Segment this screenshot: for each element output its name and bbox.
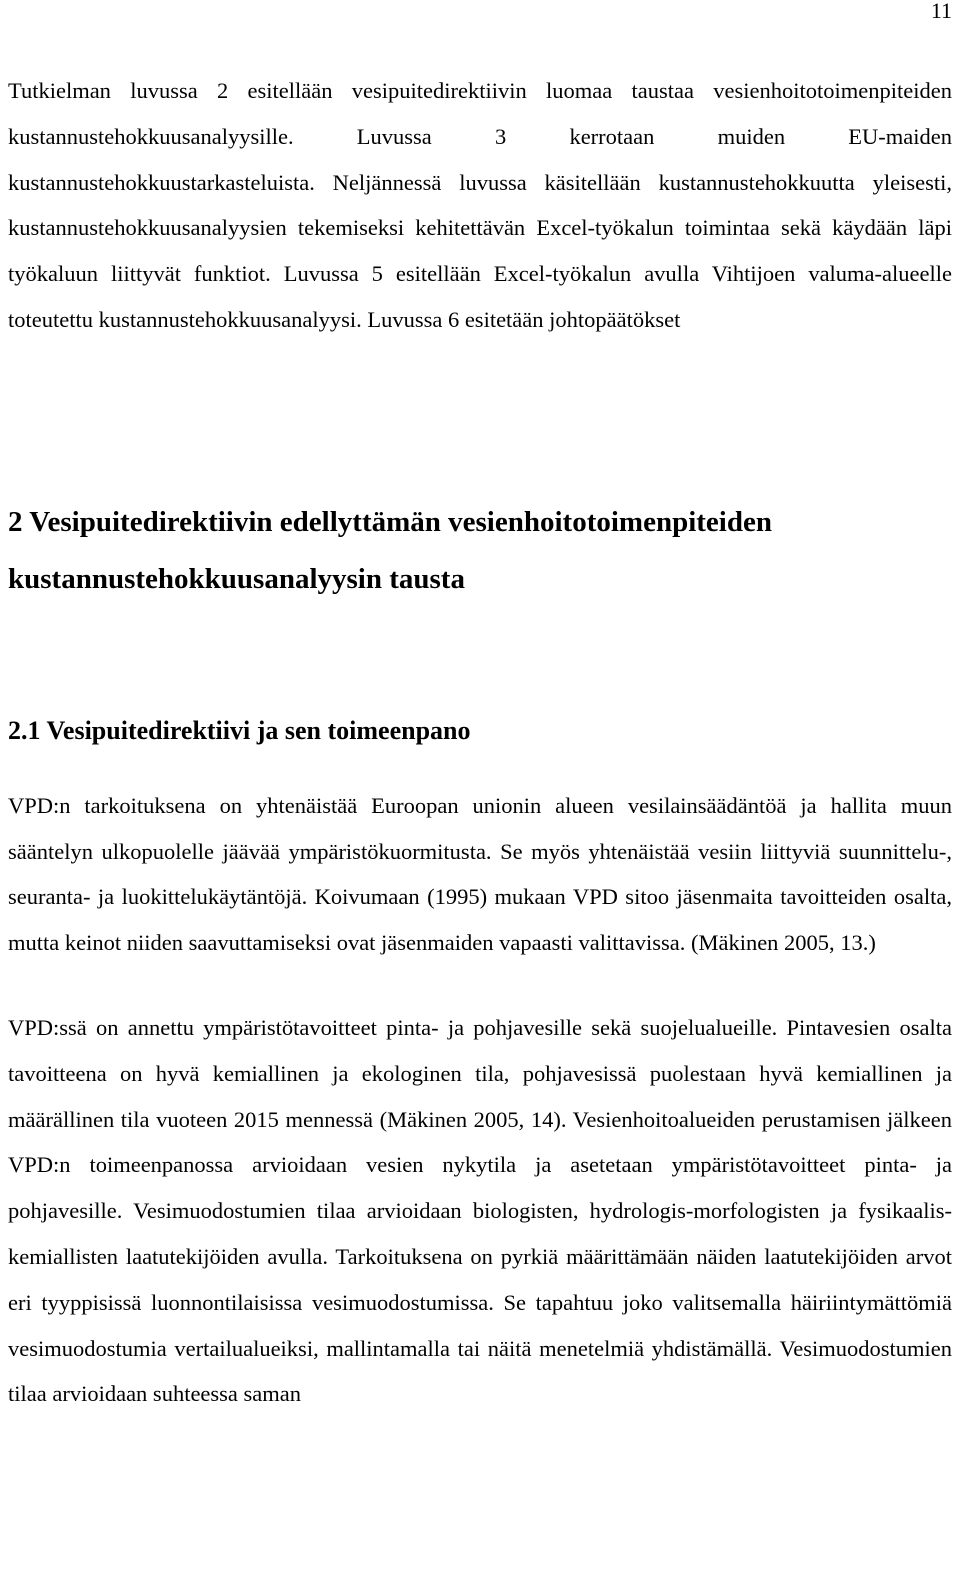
page-content (8, 68, 952, 1417)
page-number: 11 (930, 0, 952, 23)
chapter-heading: 2 Vesipuitedirektiivin edellyttämän vesienhoitotoimenpiteiden kustannustehokkuusanalyysin tausta (8, 505, 772, 595)
section-paragraph-2: VPD:ssä on annettu ympäristötavoitteet pinta- ja pohjavesille sekä suojelualueille. Pintavesien osalta tavoitteena on hyvä kemiallinen ja ekologinen tila, pohjavesissä puolestaan hyvä kemiallinen ja määrällinen tila vuoteen 2015 mennessä (Mäkinen 2005, 14). Vesienhoitoalueiden perustamisen jälkeen VPD:n toimeenpanossa arvioidaan vesien nykytila ja asetetaan ympäristötavoitteet pinta- ja pohjavesille. Vesimuodostumien tilaa arvioidaan biologisten, hydrologis-morfologisten ja fysikaalis-kemiallisten laatutekijöiden avulla. Tarkoituksena on pyrkiä määrittämään näiden laatutekijöiden arvot eri tyyppisissä luonnontilaisissa vesimuodostumissa. Se tapahtuu joko valitsemalla häiriintymättömiä vesimuodostumia vertailualueiksi, mallintamalla tai näitä menetelmiä yhdistämällä. Vesimuodostumien tilaa arvioidaan suhteessa saman (8, 1014, 952, 1407)
section-heading: 2.1 Vesipuitedirektiivi ja sen toimeenpano (8, 715, 471, 745)
section-paragraph-1: VPD:n tarkoituksena on yhtenäistää Euroopan unionin alueen vesilainsäädäntöä ja hallita muun sääntelyn ulkopuolelle jäävää ympäristökuormitusta. Se myös yhtenäistää vesiin liittyviä suunnittelu-, seuranta- ja luokittelukäytäntöjä. Koivumaan (1995) mukaan VPD sitoo jäsenmaita tavoitteiden osalta, mutta keinot niiden saavuttamiseksi ovat jäsenmaiden vapaasti valittavissa. (Mäkinen 2005, 13.) (8, 792, 952, 956)
intro-paragraph: Tutkielman luvussa 2 esitellään vesipuitedirektiivin luomaa taustaa vesienhoitotoimenpiteiden kustannustehokkuusanalyysille. Luvussa 3 kerrotaan muiden EU-maiden kustannustehokkuustarkasteluista. Neljännessä luvussa käsitellään kustannustehokkuutta yleisesti, kustannustehokkuusanalyysien tekemiseksi kehitettävän Excel-työkalun toimintaa sekä käydään läpi työkaluun liittyvät funktiot. Luvussa 5 esitellään Excel-työkalun avulla Vihtijoen valuma-alueelle toteutettu kustannustehokkuusanalyysi. Luvussa 6 esitetään johtopäätökset (8, 78, 952, 332)
